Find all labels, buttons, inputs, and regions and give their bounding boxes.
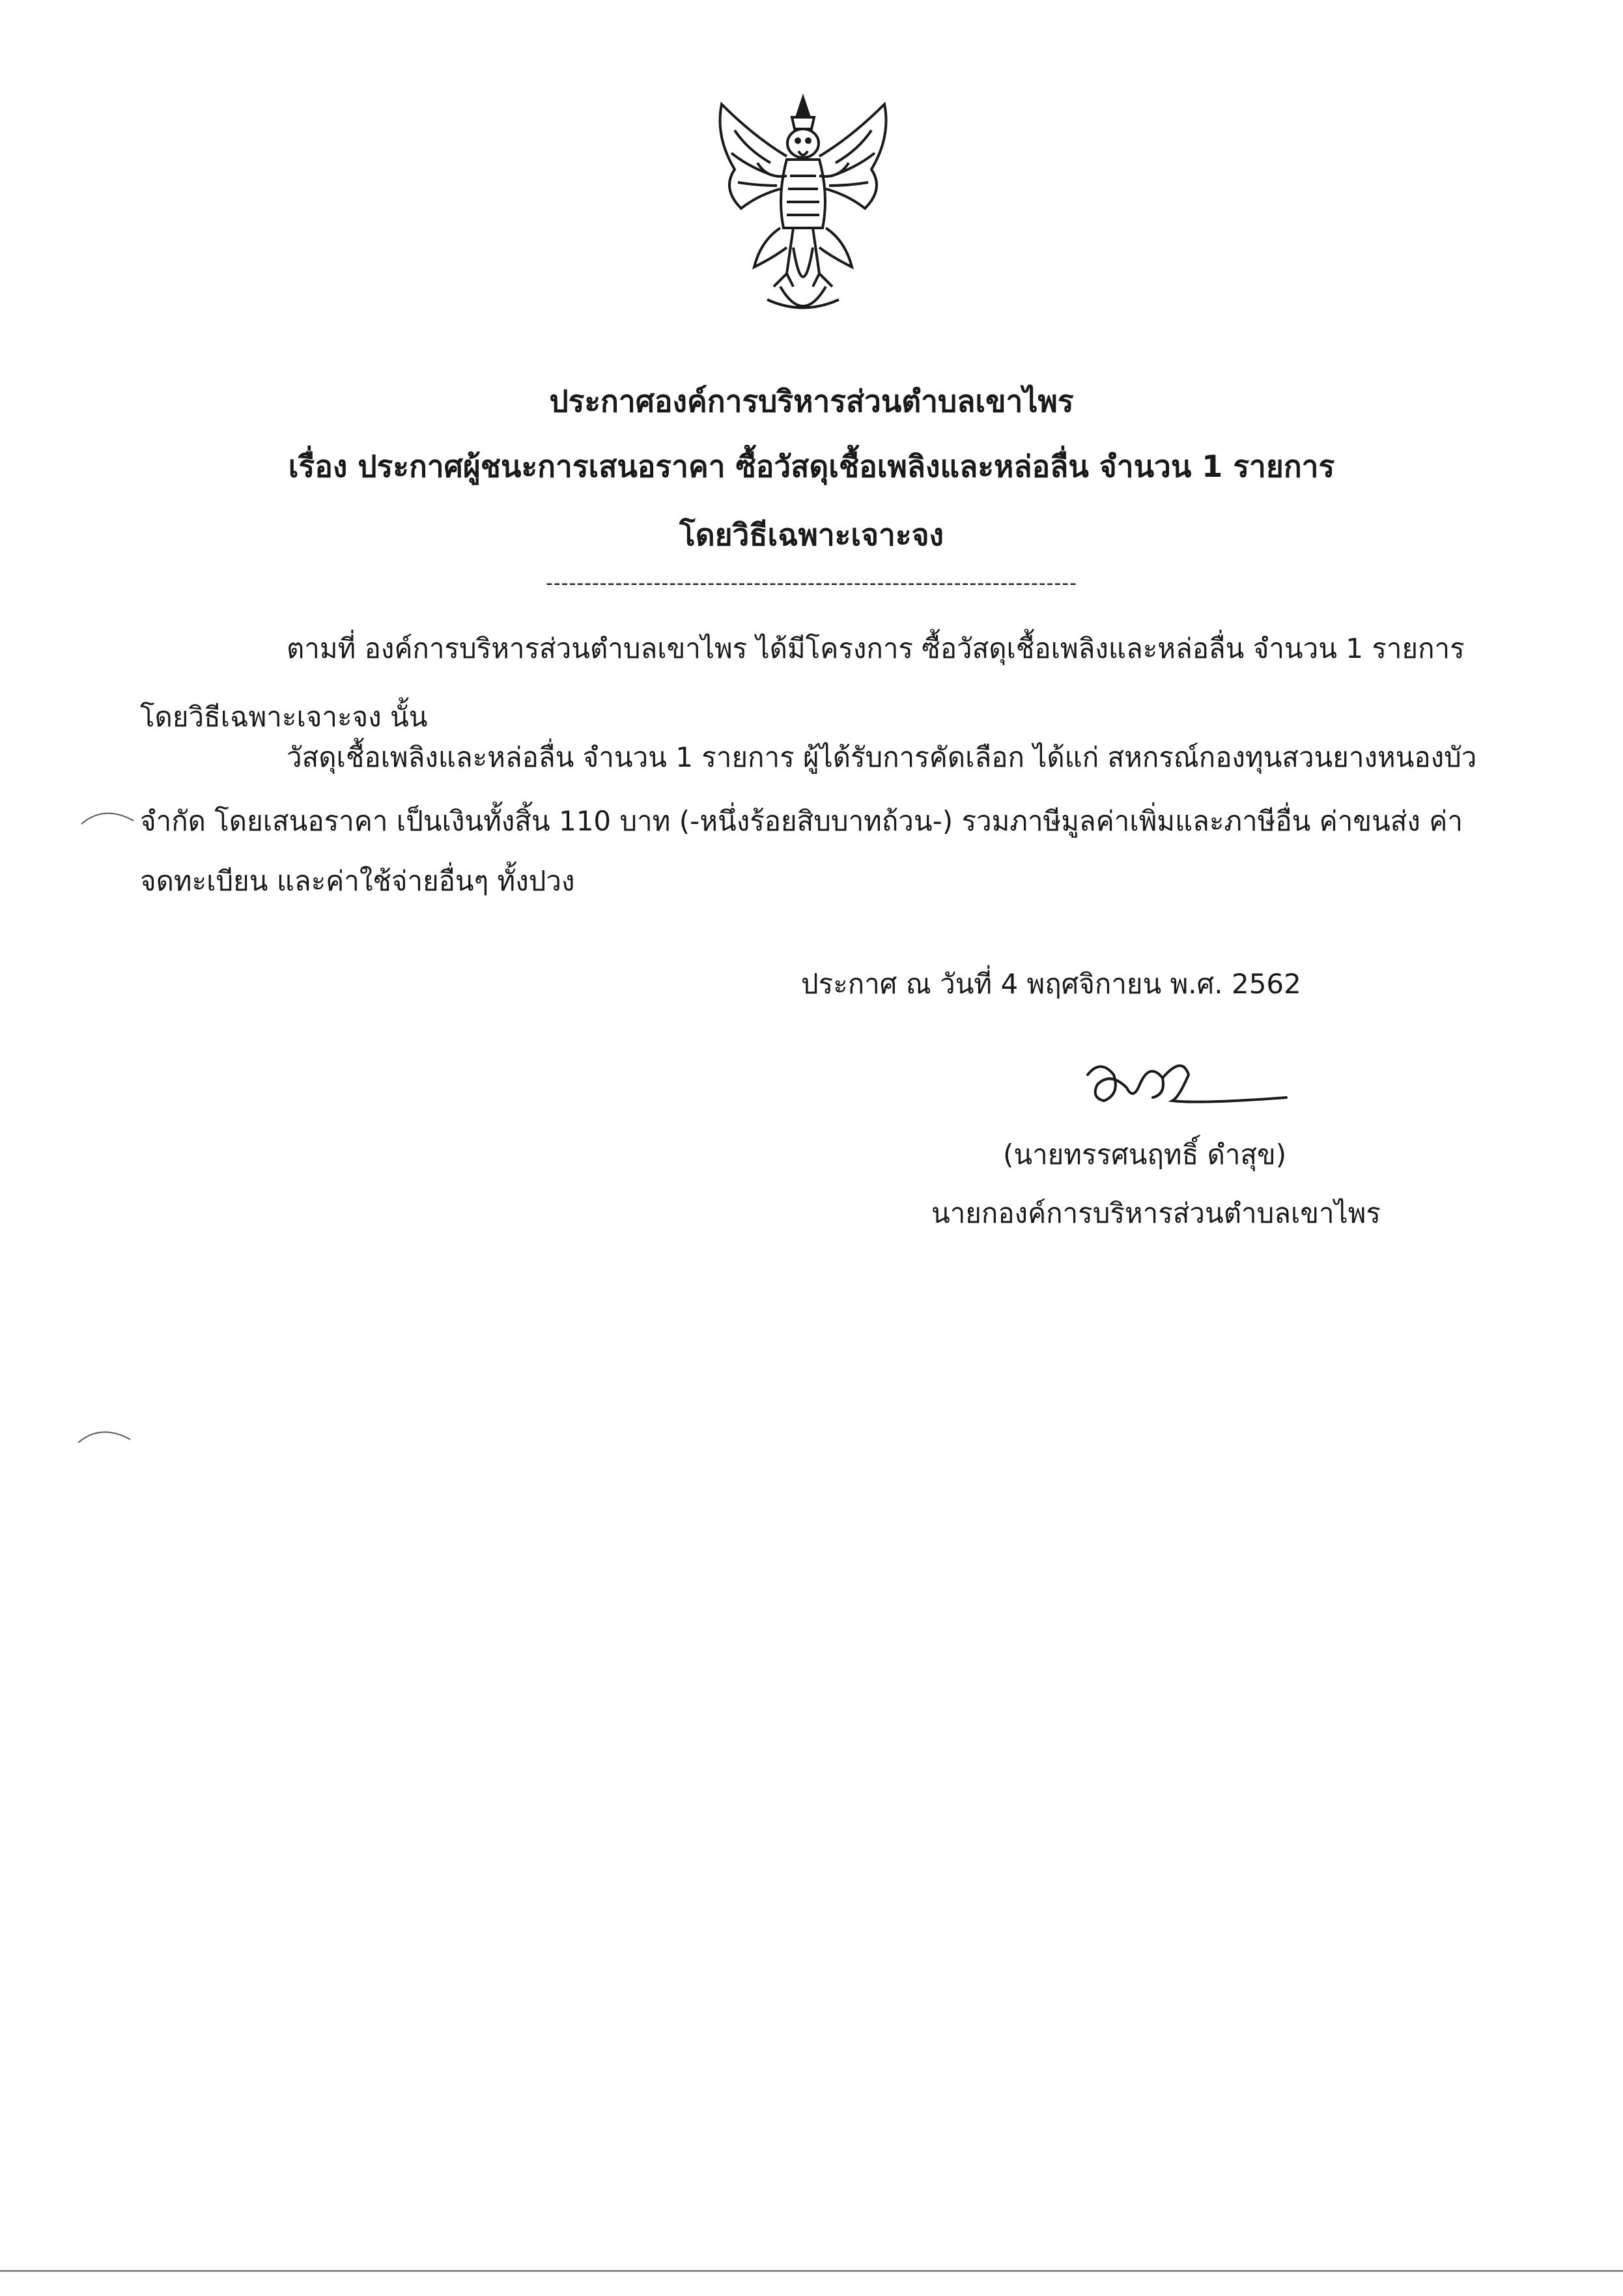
paragraph-2-line-2: จำกัด โดยเสนอราคา เป็นเงินทั้งสิ้น 110 บาท (-หนึ่งร้อยสิบบาทถ้วน-) รวมภาษีมูลค่าเพิ่มและภาษีอื่น ค่าขนส่ง ค่า xyxy=(140,805,1463,837)
announcement-title: ประกาศองค์การบริหารส่วนตำบลเขาไพร xyxy=(549,384,1074,419)
garuda-emblem-icon xyxy=(696,91,910,329)
punch-hole-mark xyxy=(75,1420,134,1446)
separator-line: --------------------------------------------------------------------- xyxy=(546,572,1077,595)
paragraph-1-line-1: ตามที่ องค์การบริหารส่วนตำบลเขาไพร ได้มีโครงการ ซื้อวัสดุเชื้อเพลิงและหล่อลื่น จำนวน 1 รายการ xyxy=(287,632,1465,664)
paragraph-2-line-3: จดทะเบียน และค่าใช้จ่ายอื่นๆ ทั้งปวง xyxy=(140,865,575,897)
scan-edge-line xyxy=(0,2270,1623,2272)
announcement-date: ประกาศ ณ วันที่ 4 พฤศจิกายน พ.ศ. 2562 xyxy=(801,968,1301,1000)
paragraph-1-line-2: โดยวิธีเฉพาะเจาะจง นั้น xyxy=(140,701,428,733)
signer-name: (นายทรรศนฤทธิ์ ดำสุข) xyxy=(1003,1139,1287,1170)
paragraph-2-line-1: วัสดุเชื้อเพลิงและหล่อลื่น จำนวน 1 รายการ ผู้ได้รับการคัดเลือก ได้แก่ สหกรณ์กองทุนสวนยางหนองบัว xyxy=(287,741,1477,773)
punch-hole-mark xyxy=(78,801,137,827)
signer-position: นายกองค์การบริหารส่วนตำบลเขาไพร xyxy=(931,1197,1381,1229)
handwritten-signature xyxy=(1075,1049,1290,1120)
announcement-method: โดยวิธีเฉพาะเจาะจง xyxy=(679,517,944,552)
announcement-subject: เรื่อง ประกาศผู้ชนะการเสนอราคา ซื้อวัสดุเชื้อเพลิงและหล่อลื่น จำนวน 1 รายการ xyxy=(288,449,1335,484)
